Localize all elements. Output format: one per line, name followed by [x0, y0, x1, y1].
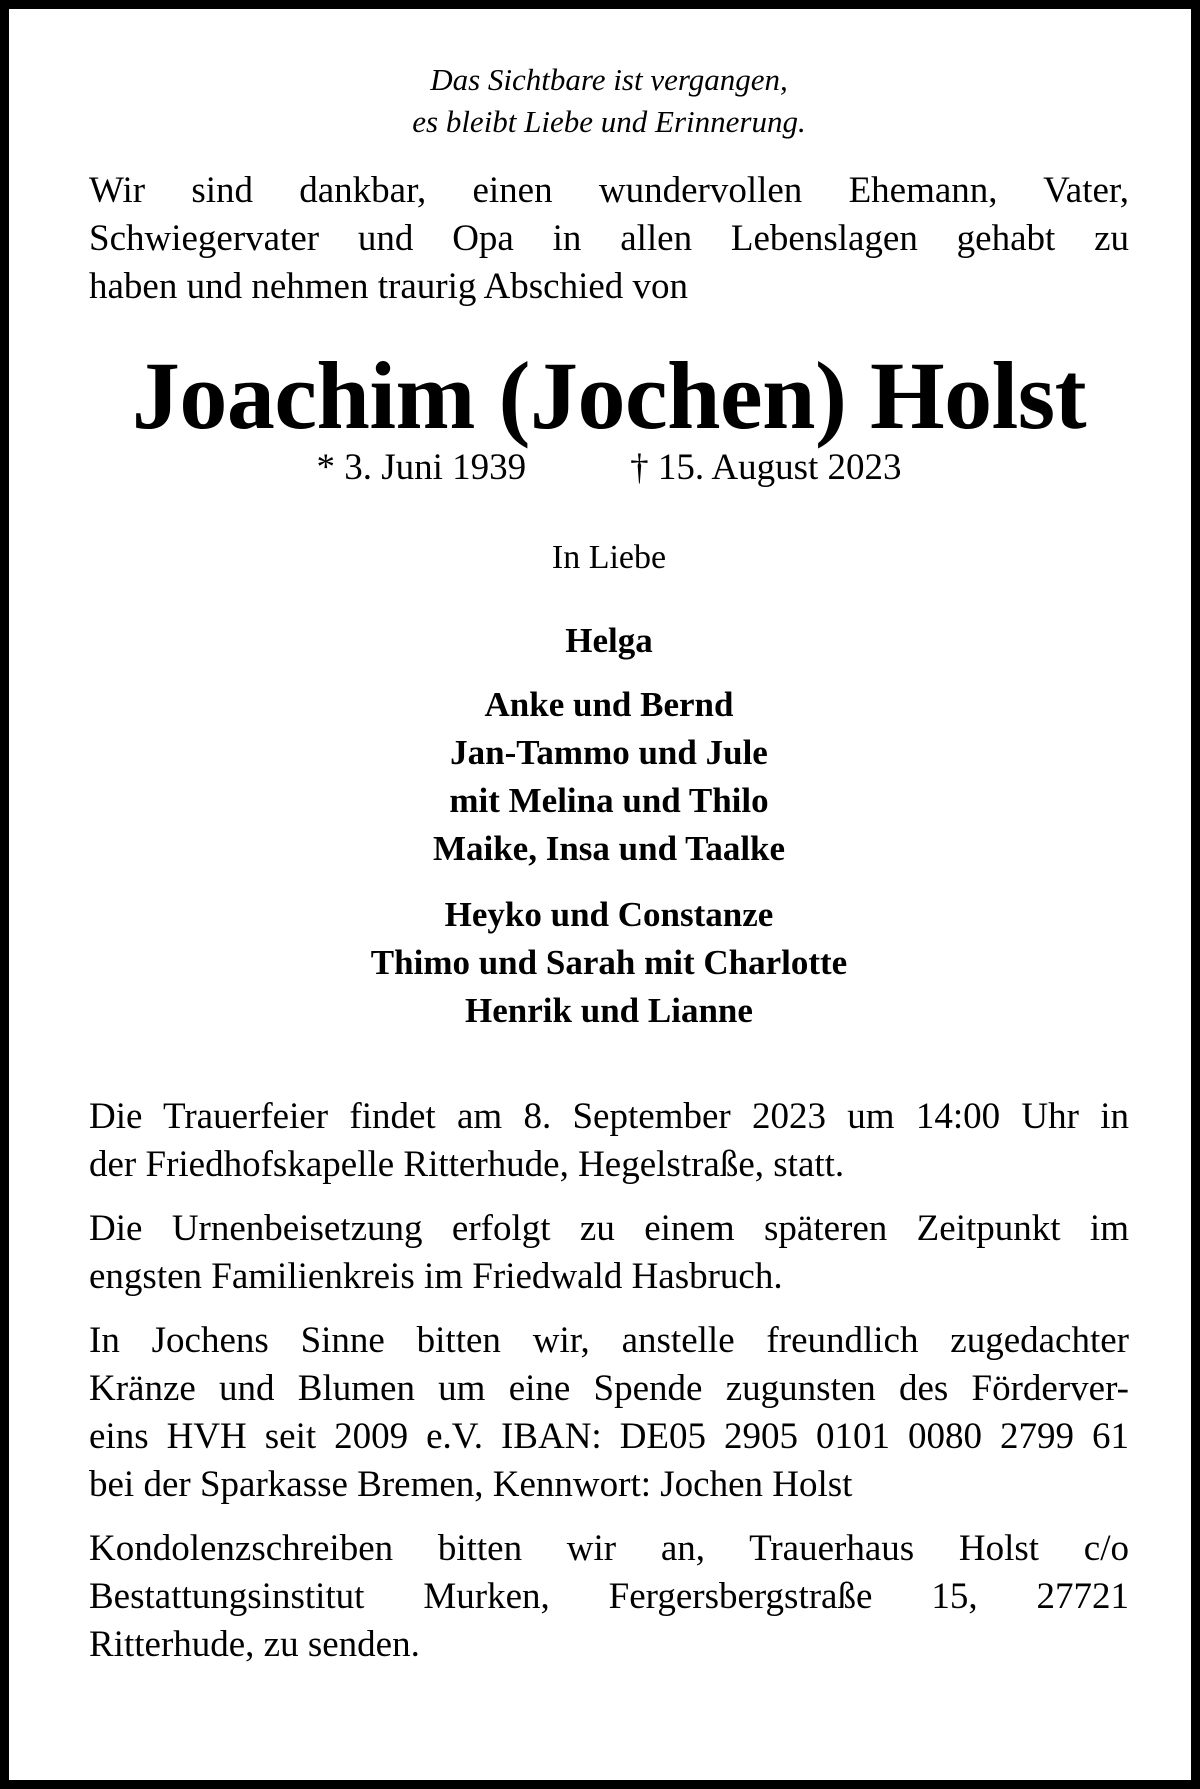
urn-paragraph — [89, 1205, 1129, 1301]
family-group-daughter — [89, 681, 1129, 873]
funeral-paragraph — [89, 1093, 1129, 1189]
paragraph-line: Die Urnenbeisetzung erfolgt zu einem späteren Zeitpunkt im — [89, 1208, 1129, 1249]
family-member: Thimo und Sarah mit Charlotte — [370, 943, 848, 982]
family-member: Helga — [565, 621, 653, 660]
family-group-spouse — [89, 617, 1129, 665]
death-date: † 15. August 2023 — [630, 447, 902, 488]
intro-line: Wir sind dankbar, einen wundervollen Ehemann, Vater, — [89, 170, 1129, 211]
motto-line: es bleibt Liebe und Erinnerung. — [412, 104, 806, 139]
family-member: Henrik und Lianne — [465, 991, 753, 1030]
paragraph-line: Kränze und Blumen um eine Spende zugunsten des Förderver- — [89, 1368, 1129, 1409]
obituary-content — [89, 59, 1129, 1669]
intro-line: haben und nehmen traurig Abschied von — [89, 266, 689, 307]
condolences-paragraph — [89, 1525, 1129, 1669]
family-member: Jan-Tammo und Jule — [450, 733, 768, 772]
intro-line: Schwiegervater und Opa in allen Lebenslagen gehabt zu — [89, 218, 1129, 259]
paragraph-line: bei der Sparkasse Bremen, Kennwort: Jochen Holst — [89, 1464, 853, 1505]
family-member: mit Melina und Thilo — [449, 781, 769, 820]
motto — [89, 59, 1129, 143]
family-member: Anke und Bernd — [484, 685, 734, 724]
paragraph-line: Bestattungsinstitut Murken, Fergersbergstraße 15, 27721 — [89, 1576, 1129, 1617]
paragraph-line: eins HVH seit 2009 e.V. IBAN: DE05 2905 0101 0080 2799 61 — [89, 1416, 1129, 1457]
paragraph-line: Kondolenzschreiben bitten wir an, Trauerhaus Holst c/o — [89, 1528, 1129, 1569]
paragraph-line: engsten Familienkreis im Friedwald Hasbruch. — [89, 1256, 783, 1297]
birth-date: * 3. Juni 1939 — [316, 447, 527, 488]
family-group-son — [89, 891, 1129, 1035]
donation-paragraph — [89, 1317, 1129, 1509]
life-dates — [89, 445, 1129, 491]
intro-text — [89, 167, 1129, 311]
paragraph-line: In Jochens Sinne bitten wir, anstelle freundlich zugedachter — [89, 1320, 1129, 1361]
paragraph-line: Die Trauerfeier findet am 8. September 2023 um 14:00 Uhr in — [89, 1096, 1129, 1137]
love-label: In Liebe — [551, 539, 667, 576]
family-member: Maike, Insa und Taalke — [432, 829, 786, 868]
paragraph-line: der Friedhofskapelle Ritterhude, Hegelstraße, statt. — [89, 1144, 845, 1185]
deceased-name: Joachim (Jochen) Holst — [131, 342, 1087, 449]
motto-line: Das Sichtbare ist vergangen, — [430, 62, 788, 97]
family-member: Heyko und Constanze — [444, 895, 774, 934]
paragraph-line: Ritterhude, zu senden. — [89, 1624, 420, 1665]
